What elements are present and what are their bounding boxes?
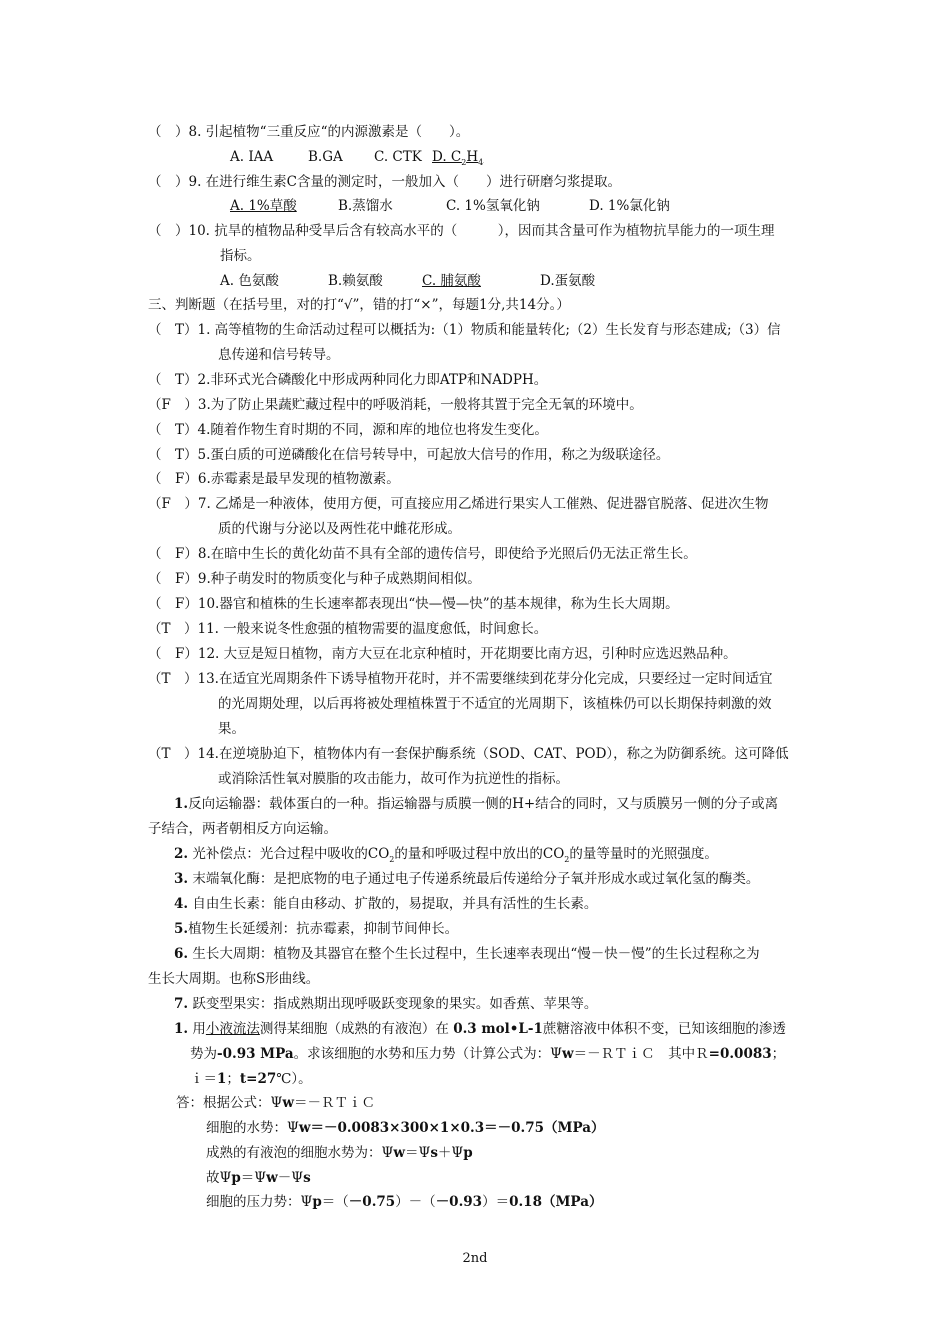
option-c: C. 1%氢氧化钠	[446, 198, 540, 214]
tf-item: （ T）5.蛋白质的可逆磷酸化在信号转导中，可起放大信号的作用，称之为级联途径。	[148, 447, 670, 463]
tf-item-cont: 果。	[218, 721, 245, 737]
tf-item: （ F）9.种子萌发时的物质变化与种子成熟期间相似。	[148, 571, 481, 587]
term-5: 5.植物生长延缓剂：抗赤霉素，抑制节间伸长。	[174, 921, 459, 937]
term-3: 3. 末端氧化酶：是把底物的电子通过电子传递系统最后传递给分子氧并形成水或过氧化氢的酶类。	[174, 871, 760, 887]
question-10-cont: 指标。	[220, 248, 261, 264]
calc-question-line-2: 势为-0.93 MPa。求该细胞的水势和压力势（计算公式为：Ψw＝－ＲＴｉＣ 其中Ｒ=0.0083；	[190, 1046, 786, 1062]
option-a: A. 色氨酸	[220, 273, 279, 289]
option-b: B.赖氨酸	[328, 273, 383, 289]
option-a-answer: A. 1%草酸	[230, 198, 297, 214]
tf-item-cont: 或消除活性氧对膜脂的攻击能力，故可作为抗逆性的指标。	[218, 771, 569, 787]
tf-item: （ T）4.随着作物生育时期的不同，源和库的地位也将发生变化。	[148, 422, 548, 438]
question-9-options	[230, 197, 670, 215]
tf-item: （ T）1. 高等植物的生命活动过程可以概括为:（1）物质和能量转化;（2）生长发育与形态建成;（3）信	[148, 322, 781, 338]
term-4: 4. 自由生长素：能自由移动、扩散的，易提取，并具有活性的生长素。	[174, 896, 598, 912]
question-8-options	[230, 148, 483, 172]
tf-item-cont: 息传递和信号转导。	[218, 347, 340, 363]
term-1-cont: 子结合，两者朝相反方向运输。	[148, 821, 337, 837]
option-d-answer: D. $C_2H_4$	[432, 149, 484, 167]
calc-step-rearranged: 故Ψp＝Ψw－Ψs	[206, 1170, 311, 1186]
tf-item: （T ）14.在逆境胁迫下，植物体内有一套保护酶系统（SOD、CAT、POD），称之为防御系统。这可降低	[148, 746, 789, 762]
calc-question-line-1: 1. 用小液流法测得某细胞（成熟的有液泡）在 0.3 mol•L-1蔗糖溶液中体积不变，已知该细胞的渗透	[174, 1021, 786, 1037]
calc-step-pressure-potential: 细胞的压力势：Ψp＝（－0.75）－（－0.93）＝0.18（MPa）	[206, 1194, 603, 1210]
tf-item: （ F）12. 大豆是短日植物，南方大豆在北京种植时，开花期要比南方迟，引种时应选迟熟品种。	[148, 646, 737, 662]
question-10: （ ）10. 抗旱的植物品种受旱后含有较高水平的（ ），因而其含量可作为植物抗旱能力的一项生理	[148, 223, 775, 239]
tf-item: （ F）8.在暗中生长的黄化幼苗不具有全部的遗传信号，即使给予光照后仍无法正常生长。	[148, 546, 697, 562]
option-a: A. IAA	[230, 149, 274, 165]
tf-item-cont: 的光周期处理，以后再将被处理植株置于不适宜的光周期下，该植株仍可以长期保持刺激的效	[218, 696, 772, 712]
tf-item: （ T）2.非环式光合磷酸化中形成两种同化力即ATP和NADPH。	[148, 372, 548, 388]
calc-step-formula: 成熟的有液泡的细胞水势为：Ψw＝Ψs＋Ψp	[206, 1145, 473, 1161]
option-b: B.蒸馏水	[338, 198, 393, 214]
term-6: 6. 生长大周期：植物及其器官在整个生长过程中，生长速率表现出“慢－快－慢”的生长过程称之为	[174, 946, 760, 962]
section-title-true-false: 三、判断题（在括号里，对的打“√”，错的打“×”，每题1分,共14分。）	[148, 297, 570, 313]
option-c-answer: C. 脯氨酸	[422, 273, 481, 289]
tf-item: （F ）3.为了防止果蔬贮藏过程中的呼吸消耗，一般将其置于完全无氧的环境中。	[148, 397, 643, 413]
page-footer: 2nd	[462, 1251, 488, 1266]
calc-answer-formula: 答：根据公式：Ψw＝－ＲＴｉＣ	[176, 1095, 375, 1111]
calc-step-water-potential: 细胞的水势：Ψw＝－0.0083×300×1×0.3＝－0.75（MPa）	[206, 1120, 605, 1136]
tf-item: （ F）6.赤霉素是最早发现的植物激素。	[148, 471, 400, 487]
tf-item: （T ）11. 一般来说冬性愈强的植物需要的温度愈低，时间愈长。	[148, 621, 548, 637]
tf-item-cont: 质的代谢与分泌以及两性花中雌花形成。	[218, 521, 461, 537]
question-10-options	[220, 272, 595, 290]
term-1: 1.反向运输器：载体蛋白的一种。指运输器与质膜一侧的H+结合的同时，又与质膜另一侧的分子或离	[174, 796, 779, 812]
term-6-cont: 生长大周期。也称S形曲线。	[148, 971, 320, 987]
option-b: B.GA	[308, 149, 343, 165]
option-d: D.蛋氨酸	[540, 273, 596, 289]
tf-item: （F ）7. 乙烯是一种液体，使用方便，可直接应用乙烯进行果实人工催熟、促进器官脱落、促进次生物	[148, 496, 769, 512]
question-8: （ ）8. 引起植物“三重反应“的内源激素是（ ）。	[148, 124, 470, 140]
tf-item: （ F）10.器官和植株的生长速率都表现出“快—慢—快”的基本规律，称为生长大周期。	[148, 596, 679, 612]
tf-item: （T ）13.在适宜光周期条件下诱导植物开花时，并不需要继续到花芽分化完成，只要经过一定时间适宜	[148, 671, 773, 687]
option-d: D. 1%氯化钠	[589, 198, 670, 214]
question-9: （ ）9. 在进行维生素C含量的测定时，一般加入（ ）进行研磨匀浆提取。	[148, 174, 621, 190]
option-c: C. CTK	[374, 149, 422, 165]
calc-question-line-3: ｉ＝1；t=27℃）。	[190, 1071, 312, 1087]
term-2: 2. 光补偿点：光合过程中吸收的$CO_2$的量和呼吸过程中放出的$CO_2$的量等量时的光照强度。	[174, 846, 718, 864]
term-7: 7. 跃变型果实：指成熟期出现呼吸跃变现象的果实。如香蕉、苹果等。	[174, 996, 598, 1012]
